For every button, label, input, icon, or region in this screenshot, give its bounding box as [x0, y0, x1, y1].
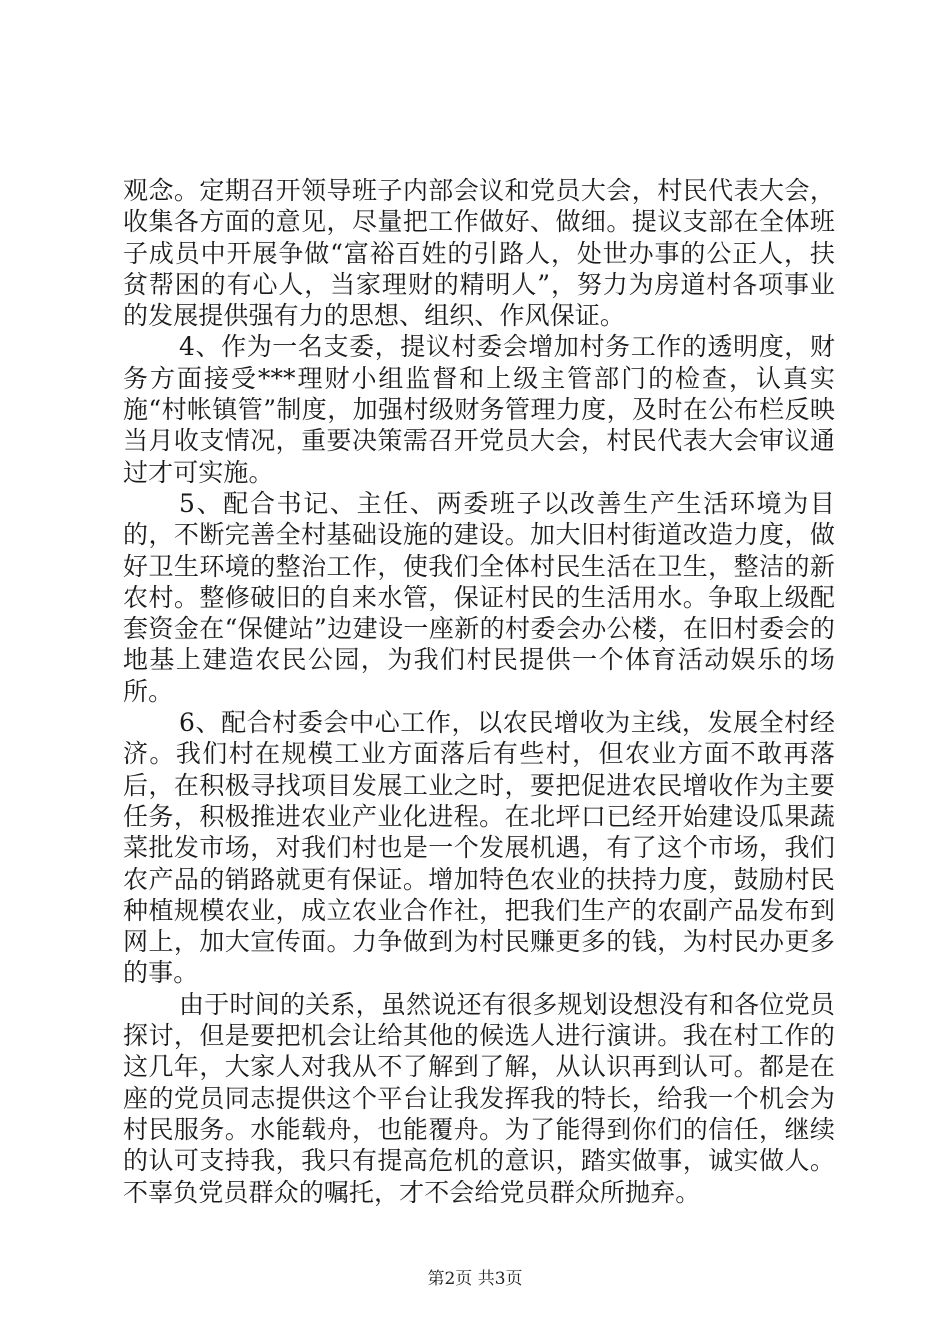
paragraph-closing: 由于时间的关系，虽然说还有很多规划设想没有和各位党员探讨，但是要把机会让给其他的候选人进行演讲。我在村工作的这几年，大家人对我从不了解到了解，从认识再到认可。都是在座的党员同志提供这个平台让我发挥我的特长，给我一个机会为村民服务。水能载舟，也能覆舟。为了能得到你们的信任，继续的认可支持我，我只有提高危机的意识，踏实做事，诚实做人。不辜负党员群众的嘱托，才不会给党员群众所抛弃。 [123, 989, 835, 1207]
paragraph-item-5: 5、配合书记、主任、两委班子以改善生产生活环境为目的，不断完善全村基础设施的建设。加大旧村街道改造力度，做好卫生环境的整治工作，使我们全体村民生活在卫生，整洁的新农村。整修破旧的自来水管，保证村民的生活用水。争取上级配套资金在“保健站”边建设一座新的村委会办公楼，在旧村委会的地基上建造农民公园，为我们村民提供一个体育活动娱乐的场所。 [123, 488, 835, 706]
paragraph-item-6: 6、配合村委会中心工作，以农民增收为主线，发展全村经济。我们村在规模工业方面落后有些村，但农业方面不敢再落后，在积极寻找项目发展工业之时，要把促进农民增收作为主要任务，积极推进农业产业化进程。在北坪口已经开始建设瓜果蔬菜批发市场，对我们村也是一个发展机遇，有了这个市场，我们农产品的销路就更有保证。增加特色农业的扶持力度，鼓励村民种植规模农业，成立农业合作社，把我们生产的农副产品发布到网上，加大宣传面。力争做到为村民赚更多的钱，为村民办更多的事。 [123, 708, 835, 988]
page-footer: 第2页 共3页 [427, 1269, 523, 1289]
paragraph-continuation: 观念。定期召开领导班子内部会议和党员大会，村民代表大会，收集各方面的意见，尽量把工作做好、做细。提议支部在全体班子成员中开展争做“富裕百姓的引路人，处世办事的公正人，扶贫帮困的有心人，当家理财的精明人”，努力为房道村各项事业的发展提供强有力的思想、组织、作风保证。 [123, 176, 835, 331]
body-text [123, 175, 835, 1208]
paragraph-item-4: 4、作为一名支委，提议村委会增加村务工作的透明度，财务方面接受***理财小组监督和上级主管部门的检查，认真实施“村帐镇管”制度，加强村级财务管理力度，及时在公布栏反映当月收支情况，重要决策需召开党员大会，村民代表大会审议通过才可实施。 [123, 332, 835, 487]
